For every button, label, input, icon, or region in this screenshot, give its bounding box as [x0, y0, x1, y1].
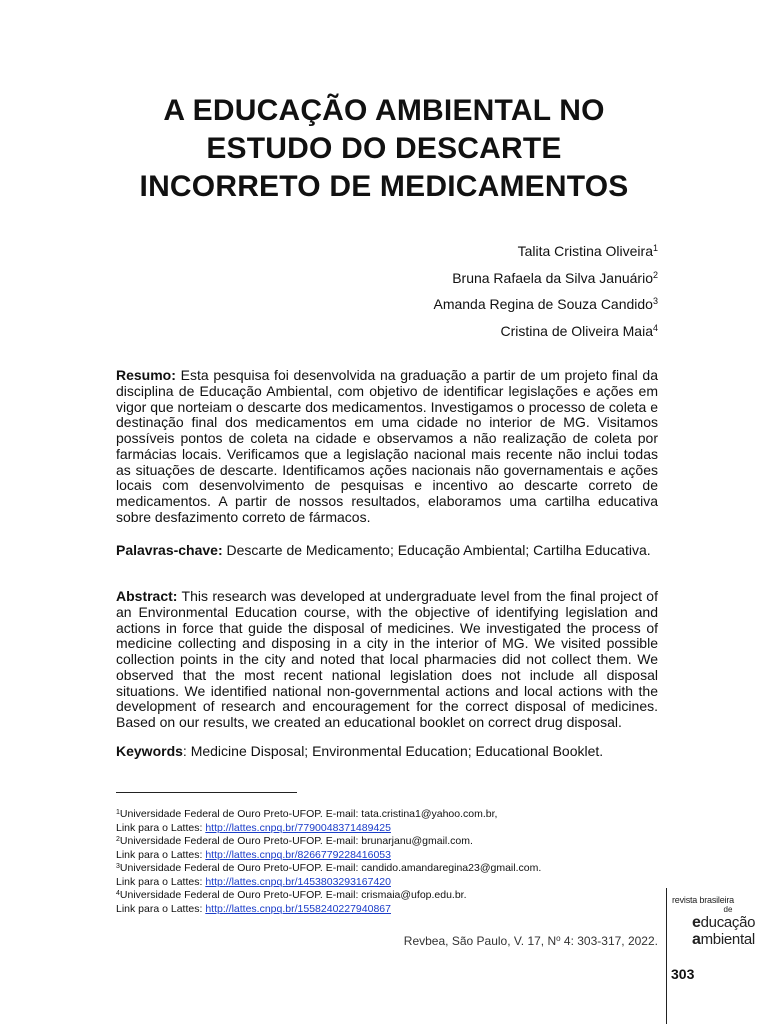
citation-text-end: 4: 303-317, 2022. [560, 934, 658, 948]
footnote-number: 3 [116, 863, 120, 870]
palavras-chave-text: Descarte de Medicamento; Educação Ambiental; Cartilha Educativa. [226, 542, 651, 558]
keywords-label: Keywords [116, 743, 183, 759]
footnote-lattes [116, 822, 541, 836]
footer-vertical-rule [666, 888, 667, 1024]
title-line: ESTUDO DO DESCARTE [206, 132, 562, 165]
author-note-ref: 1 [652, 243, 658, 253]
author [433, 265, 658, 292]
palavras-chave [116, 542, 658, 558]
author-note-ref: 3 [652, 296, 658, 306]
footnote-number: 4 [116, 890, 120, 897]
footnote-number: 2 [116, 836, 120, 843]
title-line: INCORRETO DE MEDICAMENTOS [139, 170, 629, 203]
lattes-link[interactable]: http://lattes.cnpq.br/7790048371489425 [205, 821, 391, 834]
abstract-label: Abstract: [116, 588, 178, 604]
lattes-link[interactable]: http://lattes.cnpq.br/1453803293167420 [205, 875, 391, 888]
author-name: Amanda Regina de Souza Candido [433, 296, 653, 312]
palavras-chave-label: Palavras-chave: [116, 542, 223, 558]
author [433, 318, 658, 345]
footnote-affiliation [116, 889, 541, 903]
footnote-lattes [116, 849, 541, 863]
footnote-lattes [116, 903, 541, 917]
resumo-label: Resumo: [116, 367, 176, 383]
author-name: Talita Cristina Oliveira [517, 243, 653, 259]
author-name: Bruna Rafaela da Silva Januário [452, 269, 653, 286]
logo-initial: a [692, 931, 701, 948]
page-number: 303 [671, 966, 695, 982]
logo-word-rest: ducação [700, 914, 756, 931]
footnote-link-label: Link para o Lattes: [116, 848, 206, 861]
journal-logo [672, 895, 764, 948]
logo-line: revista brasileira [672, 895, 734, 905]
footnote-divider [116, 792, 297, 793]
journal-citation [404, 934, 658, 948]
abstract-paragraph [116, 589, 658, 731]
article-title [0, 92, 768, 206]
logo-word-educacao [672, 914, 764, 931]
title-line: A EDUCAÇÃO AMBIENTAL NO [163, 94, 605, 127]
citation-superscript: o [556, 934, 561, 943]
author [433, 291, 658, 318]
footnote-number: 1 [116, 809, 120, 816]
footnote-text: Universidade Federal de Ouro Preto-UFOP. E-mail: crismaia@ufop.edu.br. [119, 889, 467, 901]
lattes-link[interactable]: http://lattes.cnpq.br/8266779228416053 [205, 848, 391, 861]
footnote-lattes [116, 876, 541, 890]
citation-text: Revbea, São Paulo, V. 17, N [403, 934, 557, 948]
footnote-link-label: Link para o Lattes: [116, 875, 206, 888]
resumo-paragraph [116, 368, 658, 526]
author-note-ref: 4 [652, 322, 658, 333]
abstract-text: This research was developed at undergraduate level from the final project of an Environmental Education course, with the objective of identifying legislation and actions in force that guide the disposal of medicines. We investigated the process of medicine collecting and disposing in a city in the interior of MG. We visited possible collection points in the city and noted that local pharmacies did not collect them. We observed that the most recent national legislation does not include all disposal situations. We identified national non-governmental actions and local actions with the development of research and encouragement for the correct disposal of medicines. Based on our results, we created an educational booklet on correct drug disposal. [116, 588, 658, 730]
logo-word-ambiental [672, 931, 764, 948]
footnote-text: Universidade Federal de Ouro Preto-UFOP. E-mail: tata.cristina1@yahoo.com.br, [119, 808, 498, 820]
footnote-affiliation [116, 862, 541, 876]
logo-initial: e [692, 914, 701, 931]
footnote-link-label: Link para o Lattes: [116, 821, 206, 834]
footnote-text: Universidade Federal de Ouro Preto-UFOP. E-mail: candido.amandaregina23@gmail.com. [119, 862, 542, 874]
author-name: Cristina de Oliveira Maia [500, 322, 653, 339]
author-list [433, 238, 658, 344]
keywords [116, 743, 658, 759]
author-note-ref: 2 [652, 269, 658, 280]
footnote-affiliation [116, 808, 541, 822]
lattes-link[interactable]: http://lattes.cnpq.br/1558240227940867 [205, 902, 391, 915]
footnote-link-label: Link para o Lattes: [116, 902, 206, 915]
logo-line: de [723, 905, 733, 914]
resumo-text: Esta pesquisa foi desenvolvida na graduação a partir de um projeto final da disciplina de Educação Ambiental, com objetivo de identificar legislações e ações em vigor que norteiam o descarte dos medicamentos. Investigamos o processo de coleta e destinação final dos medicamentos em uma cidade no interior de MG. Visitamos possíveis pontos de coleta na cidade e observamos a não realização de coleta por farmácias locais. Verificamos que a legislação nacional mais recente não inclui todas as situações de descarte. Identificamos ações nacionais não governamentais e ações locais com desenvolvimento de pesquisas e incentivo ao descarte correto de medicamentos. A partir de nossos resultados, elaboramos uma cartilha educativa sobre desfazimento correto de fármacos. [116, 367, 659, 525]
author [433, 238, 658, 265]
footnotes [116, 808, 541, 916]
footnote-affiliation [116, 835, 541, 849]
keywords-text: : Medicine Disposal; Environmental Education; Educational Booklet. [182, 743, 604, 759]
footnote-text: Universidade Federal de Ouro Preto-UFOP. E-mail: brunarjanu@gmail.com. [119, 835, 473, 847]
logo-word-rest: mbiental [700, 931, 755, 948]
